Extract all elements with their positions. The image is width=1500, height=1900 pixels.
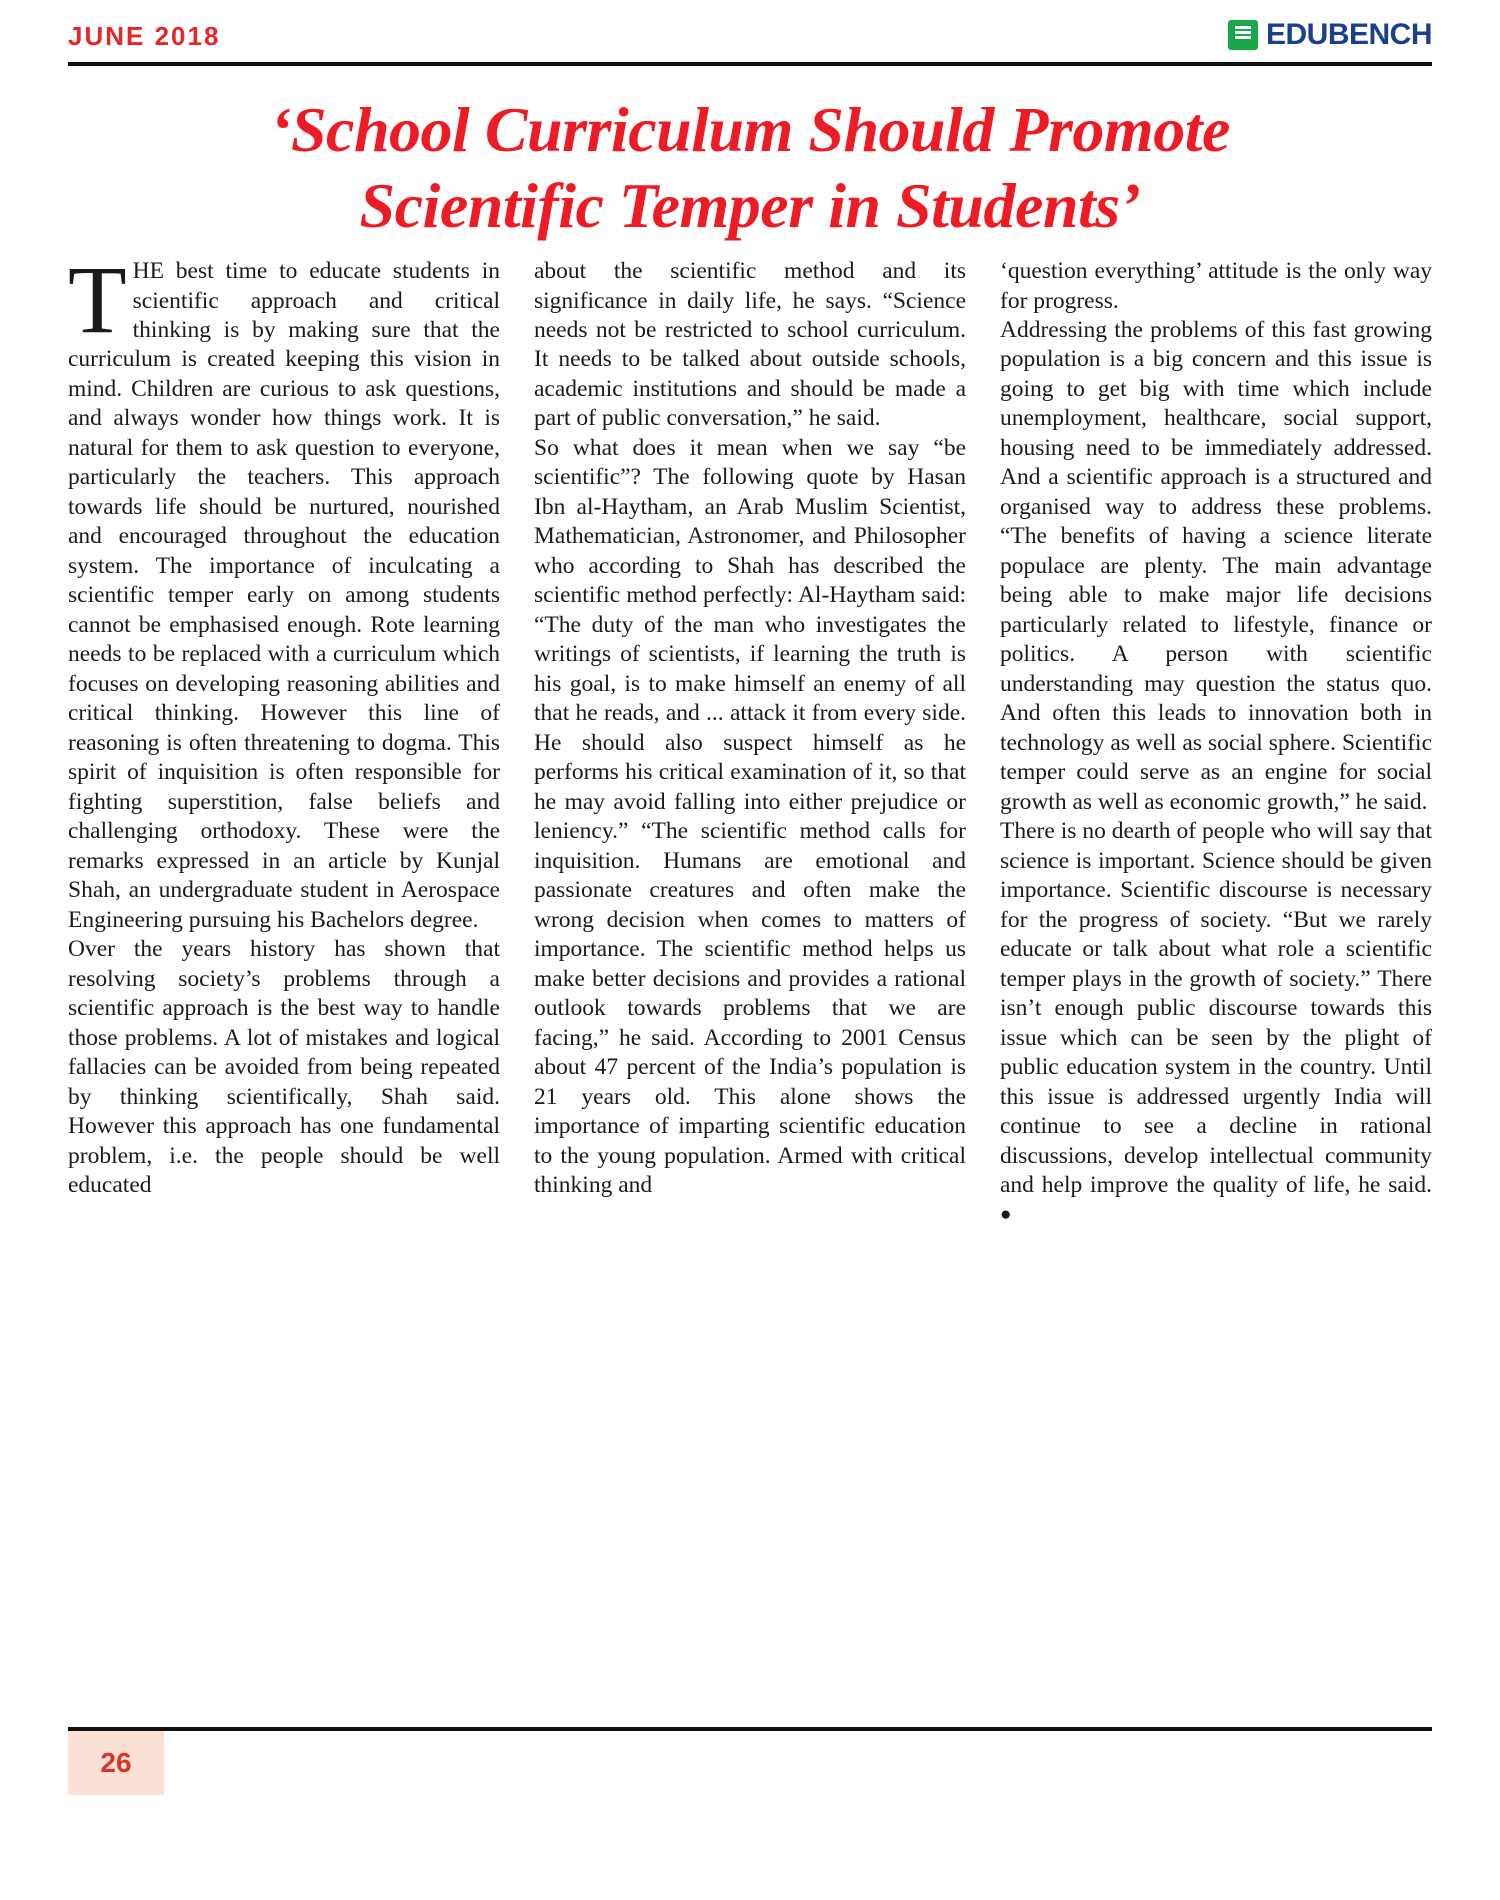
paragraph: ‘question everything’ attitude is the only way for progress.	[1000, 258, 1432, 314]
end-mark-icon: ●	[1000, 1203, 1012, 1225]
page-footer	[68, 1731, 1432, 1795]
issue-date: JUNE 2018	[68, 21, 221, 51]
header-divider	[68, 62, 1432, 66]
page-title	[72, 92, 1428, 243]
article-column-2	[534, 257, 966, 1717]
paragraph: Addressing the problems of this fast growing population is a big concern and this issue is going to get big with time which include unemployment, healthcare, social support, housing need to be immediately addressed. And a scientific approach is a structured and organised way to address these problems. “The benefits of having a science literate populace are plenty. The main advantage being able to make major life decisions particularly related to lifestyle, finance or politics. A person with scientific understanding may question the status quo. And often this leads to innovation both in technology as well as social sphere. Scientific temper could serve as an engine for social growth as well as economic growth,” he said.	[1000, 317, 1432, 815]
headline-line-2: Scientific Temper in Students’	[359, 169, 1141, 241]
book-leaf-logo-icon	[1228, 20, 1258, 50]
paragraph-final	[1000, 817, 1432, 1230]
page-number: 26	[68, 1731, 164, 1795]
paragraph: Over the years history has shown that resolving society’s problems through a scientific approach is the best way to handle those problems. A lot of mistakes and logical fallacies can be avoided from being repeated by thinking scientifically, Shah said. However this approach has one fundamental problem, i.e. the people should be well educated	[68, 936, 500, 1199]
brand-name: EDUBENCH	[1265, 18, 1432, 51]
paragraph: So what does it mean when we say “be scientific”? The following quote by Hasan Ibn al-Haytham, an Arab Muslim Scientist, Mathematician, Astronomer, and Philosopher who according to Shah has described the scientific method perfectly: Al-Haytham said: “The duty of the man who investigates the writings of scientists, if learning the truth is his goal, is to make himself an enemy of all that he reads, and ... attack it from every side. He should also suspect himself as he performs his critical examination of it, so that he may avoid falling into either prejudice or leniency.” “The scientific method calls for inquisition. Humans are emotional and passionate creatures and often make the wrong decision when comes to matters of importance. The scientific method helps us make better decisions and provides a rational outlook towards problems that we are facing,” he said. According to 2001 Census about 47 percent of the India’s population is 21 years old. This alone shows the importance of imparting scientific education to the young population. Armed with critical thinking and	[534, 434, 966, 1199]
masthead	[0, 0, 1500, 58]
headline-line-1: ‘School Curriculum Should Promote	[270, 94, 1230, 165]
paragraph: about the scientific method and its significance in daily life, he says. “Science needs not be restricted to school curriculum. It needs to be talked about outside schools, academic institutions and should be made a part of public conversation,” he said.	[534, 258, 966, 432]
article-column-3	[1000, 257, 1432, 1717]
article-column-1	[68, 246, 500, 1717]
publication-logo	[1228, 18, 1432, 52]
paragraph: THE best time to educate students in scientific approach and critical thinking is by making sure that the curriculum is created keeping this vision in mind. Children are curious to ask questions, and always wonder how things work. It is natural for them to ask question to everyone, particularly the teachers. This approach towards life should be nurtured, nourished and encouraged throughout the education system. The importance of inculcating a scientific temper early on among students cannot be emphasised enough. Rote learning needs to be replaced with a curriculum which focuses on developing reasoning abilities and critical thinking. However this line of reasoning is often threatening to dogma. This spirit of inquisition is often responsible for fighting superstition, false beliefs and challenging orthodoxy. These were the remarks expressed in an article by Kunjal Shah, an undergraduate student in Aerospace Engineering pursuing his Bachelors degree.	[68, 246, 500, 933]
paragraph-text: There is no dearth of people who will say that science is important. Science should be given importance. Scientific discourse is necessary for the progress of society. “But we rarely educate or talk about what role a scientific temper plays in the growth of society.” There isn’t enough public discourse towards this issue which can be seen by the plight of public education system in the country. Until this issue is addressed urgently India will continue to see a decline in rational discussions, develop intellectual community and help improve the quality of life, he said.	[1000, 818, 1432, 1199]
article-body	[68, 246, 1432, 1717]
